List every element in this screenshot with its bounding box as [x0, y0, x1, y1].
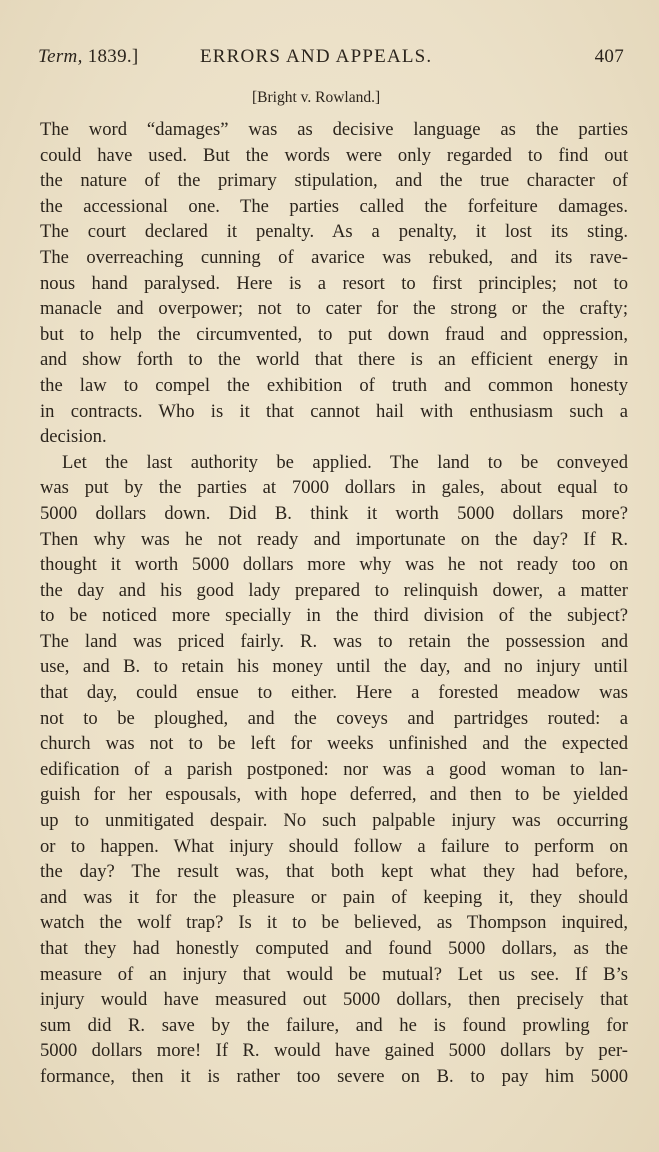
text-line: not to be ploughed, and the coveys and partridges routed: a	[40, 707, 628, 729]
text-line: and show forth to the world that there is an efficient energy in	[40, 349, 628, 371]
text-line: guish for her espousals, with hope deferred, and then to be yielded	[40, 784, 628, 806]
text-line: but to help the circumvented, to put down fraud and oppression,	[40, 323, 628, 345]
text-line: church was not to be left for weeks unfinished and the expected	[40, 733, 628, 755]
text-line: that they had honestly computed and found 5000 dollars, as the	[40, 938, 628, 959]
text-line: sum did R. save by the failure, and he is found prowling for	[40, 1014, 628, 1036]
text-line: edification of a parish postponed: nor was a good woman to lan-	[40, 758, 628, 780]
text-line: Let the last authority be applied. The land to be conveyed	[62, 451, 628, 473]
page-number: 407	[594, 46, 624, 67]
text-line: could have used. But the words were only regarded to find out	[40, 144, 628, 166]
text-line: nous hand paralysed. Here is a resort to first principles; not to	[40, 272, 628, 294]
term-label: Term,	[38, 46, 83, 67]
text-line: The land was priced fairly. R. was to retain the possession and	[40, 630, 628, 652]
text-line: manacle and overpower; not to cater for the strong or the crafty;	[40, 298, 628, 320]
case-reference: [Bright v. Rowland.]	[252, 89, 381, 106]
text-line: 5000 dollars down. Did B. think it worth 5000 dollars more?	[40, 502, 628, 524]
text-line: to be noticed more specially in the third division of the subject?	[40, 605, 628, 627]
text-line: thought it worth 5000 dollars more why was he not ready too on	[40, 554, 628, 576]
term-year: 1839.]	[87, 46, 139, 67]
text-line: the law to compel the exhibition of truth and common honesty	[40, 374, 628, 396]
text-line: 5000 dollars more! If R. would have gained 5000 dollars by per-	[40, 1040, 628, 1062]
text-line: decision.	[40, 426, 107, 448]
text-line: that day, could ensue to either. Here a forested meadow was	[40, 682, 628, 704]
text-line: measure of an injury that would be mutual? Let us see. If B’s	[40, 963, 628, 985]
text-line: the day and his good lady prepared to relinquish dower, a matter	[40, 579, 628, 601]
text-line: use, and B. to retain his money until the day, and no injury until	[40, 656, 628, 678]
text-line: the accessional one. The parties called the forfeiture damages.	[40, 195, 628, 217]
text-line: injury would have measured out 5000 dollars, then precisely that	[40, 989, 628, 1011]
text-line: The court declared it penalty. As a penalty, it lost its sting.	[40, 221, 628, 243]
text-line: was put by the parties at 7000 dollars in gales, about equal to	[40, 477, 628, 499]
running-head	[38, 46, 624, 76]
text-line: and was it for the pleasure or pain of keeping it, they should	[40, 886, 628, 908]
text-line: the day? The result was, that both kept what they had before,	[40, 861, 628, 883]
text-line: the nature of the primary stipulation, and the true character of	[40, 170, 628, 192]
text-line: The word “damages” was as decisive language as the parties	[40, 119, 628, 140]
text-line: The overreaching cunning of avarice was rebuked, and its rave-	[40, 246, 628, 268]
text-line: in contracts. Who is it that cannot hail with enthusiasm such a	[40, 400, 628, 422]
text-line: up to unmitigated despair. No such palpable injury was occurring	[40, 810, 628, 832]
text-line: formance, then it is rather too severe on B. to pay him 5000	[40, 1065, 628, 1087]
text-line: watch the wolf trap? Is it to be believed, as Thompson inquired,	[40, 912, 628, 934]
body-text	[40, 117, 628, 1090]
running-head-term	[38, 46, 139, 68]
running-head-title: ERRORS AND APPEALS.	[200, 46, 433, 67]
text-line: or to happen. What injury should follow a failure to perform on	[40, 835, 628, 857]
text-line: Then why was he not ready and importunate on the day? If R.	[40, 528, 628, 550]
